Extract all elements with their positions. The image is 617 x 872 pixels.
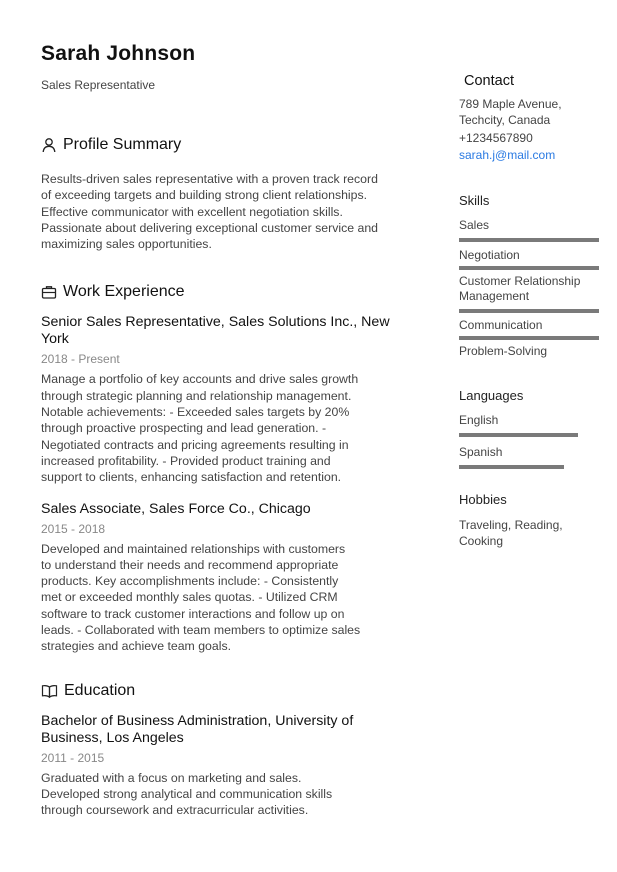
skill-label: Sales: [459, 218, 490, 232]
languages-section: [459, 387, 599, 469]
hobbies-line: Cooking: [459, 534, 504, 548]
skill-bar: [459, 309, 599, 313]
skill-label: Negotiation: [459, 248, 520, 262]
job-description: [41, 371, 421, 485]
job-title-line: Senior Sales Representative, Sales Solutions Inc., New: [41, 314, 390, 331]
job-title-line: York: [41, 331, 69, 348]
languages-heading: Languages: [459, 388, 524, 403]
education-heading-text: Education: [64, 681, 136, 699]
work-section: [41, 282, 421, 654]
skills-list: [459, 217, 599, 359]
profile-line: Results-driven sales representative with a proven track record: [41, 172, 378, 186]
language-item: [459, 412, 599, 437]
profile-line: Effective communicator with excellent negotiation skills.: [41, 204, 343, 219]
profile-section: [41, 135, 421, 252]
skill-item: [459, 247, 599, 270]
education-description: [41, 770, 421, 819]
languages-list: [459, 412, 599, 469]
job-line: strategies and achieve team goals.: [41, 639, 232, 654]
skill-item: [459, 273, 599, 313]
profile-heading-text: Profile Summary: [63, 136, 182, 153]
education-line: through coursework and extracurricular activities.: [41, 803, 309, 818]
candidate-name: Sarah Johnson: [41, 42, 196, 65]
job-line: support to clients, enhancing satisfaction and retention.: [41, 470, 342, 485]
briefcase-icon: [41, 284, 57, 300]
language-label: Spanish: [459, 445, 503, 459]
skill-label: Problem-Solving: [459, 344, 548, 358]
education-heading: [41, 681, 421, 701]
education-entry: [41, 713, 421, 819]
job-description: [41, 541, 421, 655]
job-dates: 2018 - Present: [41, 352, 120, 367]
profile-line: of exceeding targets and building strong client relationships.: [41, 188, 368, 203]
job-title: [41, 501, 421, 518]
hobbies-heading: Hobbies: [459, 492, 507, 507]
job-line: Negotiated contracts and pricing agreements resulting in: [41, 437, 349, 452]
skill-item: [459, 217, 599, 242]
degree-title-line: Business, Los Angeles: [41, 729, 184, 746]
hobbies-line: Traveling, Reading,: [459, 518, 563, 532]
profile-text: [41, 171, 421, 252]
contact-section: [459, 72, 599, 163]
language-bar: [459, 465, 564, 469]
candidate-title: Sales Representative: [41, 78, 156, 92]
main-column: [41, 40, 421, 819]
skill-item: [459, 343, 599, 359]
skill-label: Communication: [459, 318, 543, 332]
work-heading: [41, 282, 421, 302]
language-label: English: [459, 413, 499, 427]
degree-title-line: Bachelor of Business Administration, University of: [41, 712, 354, 729]
job-line: Developed and maintained relationships with customers: [41, 541, 346, 556]
job-line: through strategic planning and relationship management.: [41, 388, 352, 403]
skill-item: [459, 317, 599, 340]
job-line: increased profitability. - Provided product training and: [41, 453, 331, 468]
skill-bar: [459, 266, 599, 270]
skill-bar: [459, 336, 599, 340]
job-line: through proactive prospecting and lead generation. -: [41, 421, 327, 436]
book-icon: [41, 683, 58, 699]
job-line: to understand their needs and recommend appropriate: [41, 557, 339, 572]
skill-label: Customer Relationship: [459, 274, 581, 288]
job-entry: [41, 501, 421, 655]
job-line: Notable achievements: - Exceeded sales targets by 20%: [41, 405, 350, 420]
address-line: Techcity, Canada: [459, 113, 551, 127]
profile-line: Passionate about delivering exceptional customer service and: [41, 220, 378, 235]
degree-title: [41, 713, 421, 747]
job-line: products. Key accomplishments include: - Consistently: [41, 574, 339, 589]
skills-section: [459, 192, 599, 359]
skill-bar: [459, 238, 599, 242]
address-line: 789 Maple Avenue,: [459, 97, 562, 111]
job-line: met or exceeded monthly sales quotas. - Utilized CRM: [41, 590, 338, 605]
contact-details: [459, 96, 599, 163]
skills-heading: Skills: [459, 193, 490, 208]
skill-label: Management: [459, 289, 530, 303]
job-line: software to track customer interactions and follow up on: [41, 606, 345, 621]
contact-heading: Contact: [464, 73, 514, 89]
language-bar: [459, 433, 578, 437]
phone-number: +1234567890: [459, 131, 533, 145]
sidebar: [459, 72, 599, 549]
job-dates: 2015 - 2018: [41, 521, 106, 536]
education-line: Developed strong analytical and communication skills: [41, 786, 333, 801]
hobbies-text: [459, 517, 599, 549]
education-dates: 2011 - 2015: [41, 750, 105, 765]
work-heading-text: Work Experience: [63, 283, 185, 301]
job-title-line: Sales Associate, Sales Force Co., Chicago: [41, 500, 311, 517]
profile-line: maximizing sales opportunities.: [41, 237, 212, 252]
language-item: [459, 444, 599, 469]
education-line: Graduated with a focus on marketing and sales.: [41, 770, 302, 785]
email-link[interactable]: sarah.j@mail.com: [459, 148, 556, 162]
profile-heading: [41, 135, 421, 155]
education-section: [41, 681, 421, 819]
job-title: [41, 314, 421, 348]
job-line: Manage a portfolio of key accounts and drive sales growth: [41, 372, 359, 387]
job-line: leads. - Collaborated with team members to optimize sales: [41, 623, 361, 638]
hobbies-section: [459, 491, 599, 549]
job-entry: [41, 314, 421, 485]
person-icon: [41, 137, 57, 153]
